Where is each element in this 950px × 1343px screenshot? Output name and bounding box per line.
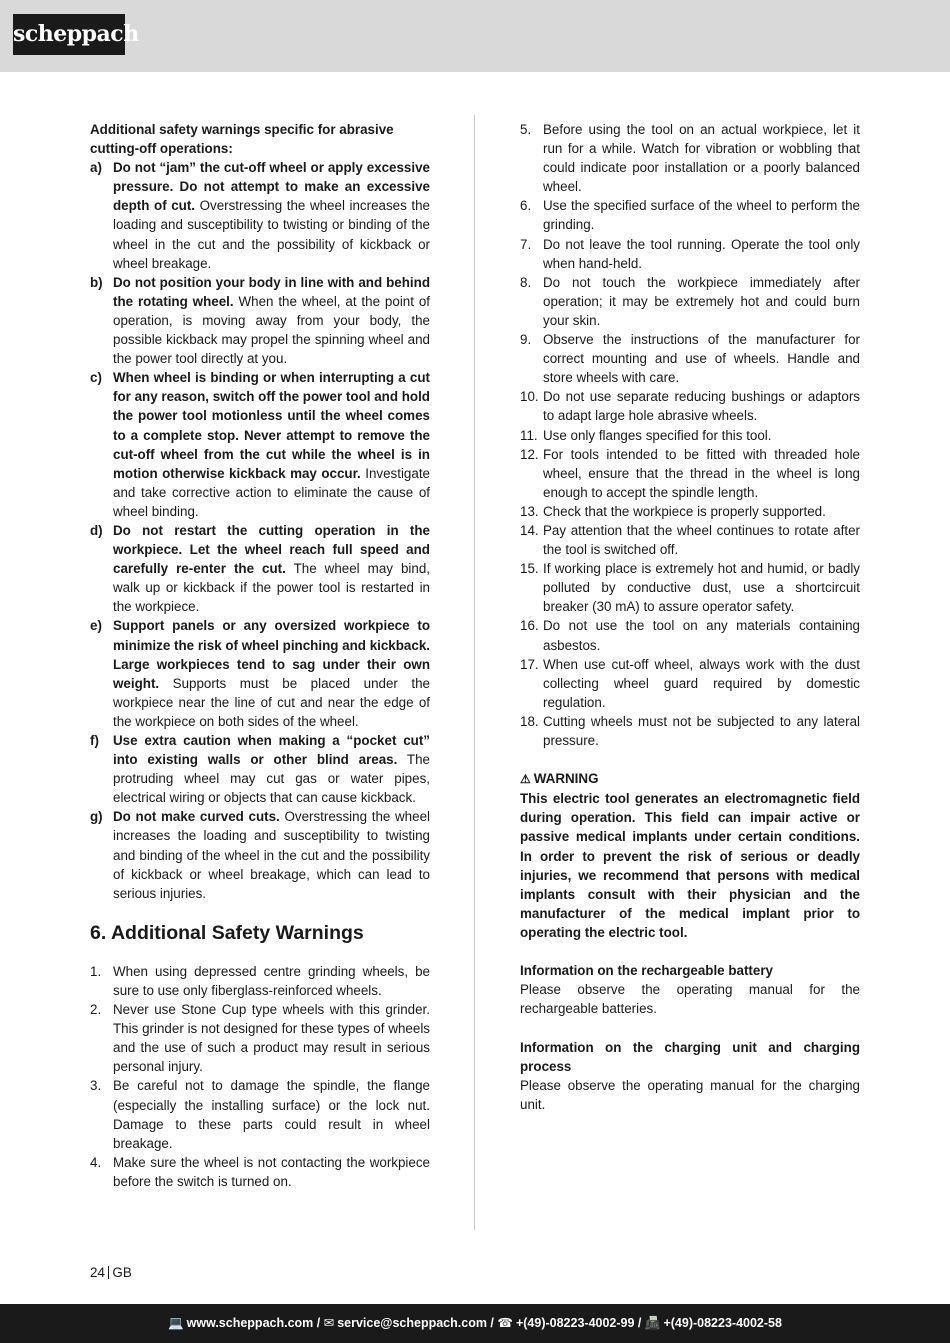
item-text: Do not leave the tool running. Operate the tool only when hand-held. [543,236,860,271]
item-number: 11. [520,427,538,443]
charging-heading: Information on the charging unit and charging process [520,1039,860,1074]
item-number: 12. [520,446,539,462]
warning-item [90,731,430,807]
numbered-item [520,502,860,521]
item-plain-text: Overstressing the wheel increases the loading and susceptibility to twisting and binding of the wheel in the cut and the possibility of kickback or wheel breakage, which can lead to serious injuries. [113,809,430,901]
numbered-item [520,196,860,234]
item-bold-text: Support panels or any oversized workpiece to minimize the risk of wheel pinching and kickback. Large workpieces tend to sag under their own weight. [113,618,430,691]
charging-text: Please observe the operating manual for the charging unit. [520,1077,860,1112]
warning-item [90,368,430,521]
item-text [113,273,430,368]
item-bold-text: Do not position your body in line with and behind the rotating wheel. [113,274,430,309]
item-text [113,368,430,521]
computer-icon: 💻 [168,1316,184,1330]
battery-text: Please observe the operating manual for the rechargeable batteries. [520,982,860,1017]
additional-warnings-list [90,962,430,1191]
warning-item [90,158,430,273]
footer-email[interactable]: service@scheppach.com [337,1316,487,1330]
item-text: Cutting wheels must not be subjected to any lateral pressure. [543,713,860,748]
numbered-item [520,273,860,330]
item-number: 18. [520,713,539,729]
item-text: Do not use the tool on any materials containing asbestos. [543,618,860,653]
fax-icon: 📠 [644,1316,661,1330]
numbered-item [520,426,860,445]
item-text [113,807,430,902]
numbered-item [520,120,860,196]
warning-text: This electric tool generates an electromagnetic field during operation. This field can impair active or passive medical implants under certain conditions. In order to prevent the risk of serious or deadly injuries, we recommend that persons with medical implants consult with their physician and the manufacturer of the medical implant prior to operating the electric tool. [520,791,860,940]
item-text: Before using the tool on an actual workpiece, let it run for a while. Watch for vibration or wobbling that could indicate poor installation or a poorly balanced wheel. [543,122,860,195]
item-text: When use cut-off wheel, always work with the dust collecting wheel guard required by domestic regulation. [543,656,860,710]
item-text [113,158,430,273]
numbered-item [520,521,860,559]
item-label: b) [90,274,103,290]
brand-logo: scheppach [13,14,125,55]
header-bar [0,0,950,72]
item-number: 4. [90,1154,102,1170]
footer-separator: / [486,1316,498,1330]
numbered-item [90,962,430,1000]
item-plain-text: When the wheel, at the point of operation, is moving away from your body, the possible kickback may propel the spinning wheel and the power tool directly at you. [113,293,430,367]
footer-phone: +(49)-08223-4002-99 [515,1316,635,1330]
item-plain-text: Overstressing the wheel increases the loading and susceptibility to twisting or binding of the wheel in the cut and the possibility of kickback or wheel breakage. [113,198,430,271]
item-text: Do not use separate reducing bushings or adaptors to adapt large hole abrasive wheels. [543,389,860,424]
item-text [113,731,430,807]
item-label: g) [90,809,103,825]
item-text: Do not touch the workpiece immediately after operation; it may be extremely hot and could burn your skin. [543,274,860,328]
item-bold-text: Do not “jam” the cut-off wheel or apply excessive pressure. Do not attempt to make an excessive depth of cut. [113,160,430,214]
warning-item [90,807,430,902]
warning-heading: ⚠ WARNING [520,771,599,787]
page-number-value: 24 [90,1265,105,1280]
email-icon: ✉ [323,1316,335,1330]
item-text: If working place is extremely hot and humid, or badly polluted by conductive dust, use a shortcircuit breaker (30 mA) to assure operator safety. [543,561,860,615]
page-number [90,1265,132,1280]
item-text: For tools intended to be fitted with threaded hole wheel, ensure that the thread in the wheel is long enough to accept the spindle length. [543,446,860,500]
item-label: f) [90,733,99,748]
item-label: a) [90,160,102,176]
warning-item [90,273,430,368]
additional-warnings-list-continued [520,120,860,750]
item-plain-text: Supports must be placed under the workpiece near the line of cut and near the edge of the workpiece on both sides of the wheel. [113,675,430,729]
footer-bar [0,1304,950,1343]
item-number: 7. [520,236,532,252]
item-text: Never use Stone Cup type wheels with this grinder. This grinder is not designed for these types of wheels and the use of such a product may result in serious personal injury. [113,1002,430,1075]
item-label: c) [90,370,102,386]
right-column [520,120,860,1114]
warning-item [90,521,430,616]
footer-fax: +(49)-08223-4002-58 [663,1316,782,1330]
footer-separator: / [634,1316,645,1330]
item-plain-text: The protruding wheel may cut gas or water pipes, electrical wiring or objects that can cause kickback. [113,752,430,806]
item-text: Observe the instructions of the manufacturer for correct mounting and use of wheels. Handle and store wheels with care. [543,332,860,386]
numbered-item [520,387,860,425]
abrasive-warnings-list [90,158,430,903]
column-divider [474,115,475,1230]
item-plain-text: The wheel may bind, walk up or kickback if the power tool is restarted in the workpiece. [113,561,430,615]
numbered-item [520,235,860,273]
item-number: 13. [520,503,539,519]
item-number: 8. [520,274,532,290]
item-bold-text: Use extra caution when making a “pocket cut” into existing walls or other blind areas. [113,733,430,768]
item-number: 10. [520,389,539,405]
page-separator [108,1266,110,1279]
item-number: 15. [520,561,539,577]
numbered-item [90,1000,430,1076]
item-text [113,616,430,731]
numbered-item [90,1076,430,1152]
left-column [90,120,430,1191]
item-plain-text: Investigate and take corrective action to eliminate the cause of wheel binding. [113,465,430,519]
item-label: e) [90,618,102,634]
phone-icon: ☎ [497,1316,513,1330]
numbered-item [520,616,860,654]
numbered-item [520,330,860,387]
item-text: Check that the workpiece is properly supported. [543,503,826,519]
item-number: 14. [520,522,539,538]
numbered-item [520,712,860,750]
numbered-item [520,445,860,502]
item-text: Use only flanges specified for this tool. [543,427,772,443]
item-number: 1. [90,963,102,979]
numbered-item [90,1153,430,1191]
item-bold-text: Do not restart the cutting operation in the workpiece. Let the wheel reach full speed and carefully re-enter the cut. [113,522,430,577]
numbered-item [520,655,860,712]
section-heading: 6. Additional Safety Warnings [90,921,364,944]
numbered-item [520,559,860,616]
item-text: Pay attention that the wheel continues to rotate after the tool is switched off. [543,522,860,558]
item-number: 16. [520,618,539,634]
battery-heading: Information on the rechargeable battery [520,963,773,979]
footer-separator: / [313,1316,324,1330]
item-bold-text: Do not make curved cuts. [113,809,280,825]
warning-triangle-icon: ⚠ [520,772,531,787]
warning-item [90,616,430,731]
item-number: 6. [520,198,532,214]
item-bold-text: When wheel is binding or when interrupting a cut for any reason, switch off the power tool and hold the power tool motionless until the wheel comes to a complete stop. Never attempt to remove the cut-off wheel from the cut while the wheel is in motion otherwise kickback may occur. [113,370,430,481]
item-label: d) [90,522,103,538]
item-number: 2. [90,1002,102,1018]
item-text [113,521,430,616]
page-language: GB [112,1265,132,1280]
abrasive-warnings-intro: Additional safety warnings specific for abrasive cutting-off operations: [90,122,394,157]
footer-website[interactable]: www.scheppach.com [186,1316,314,1330]
item-number: 9. [520,332,532,348]
item-text: Make sure the wheel is not contacting the workpiece before the switch is turned on. [113,1154,430,1189]
item-text: Be careful not to damage the spindle, the flange (especially the installing surface) or the lock nut. Damage to these parts could result in wheel breakage. [113,1078,430,1151]
item-number: 3. [90,1078,102,1094]
item-text: When using depressed centre grinding wheels, be sure to use only fiberglass-reinforced wheels. [113,963,430,998]
item-number: 5. [520,122,532,137]
item-text: Use the specified surface of the wheel to perform the grinding. [543,198,860,233]
item-number: 17. [520,656,539,672]
